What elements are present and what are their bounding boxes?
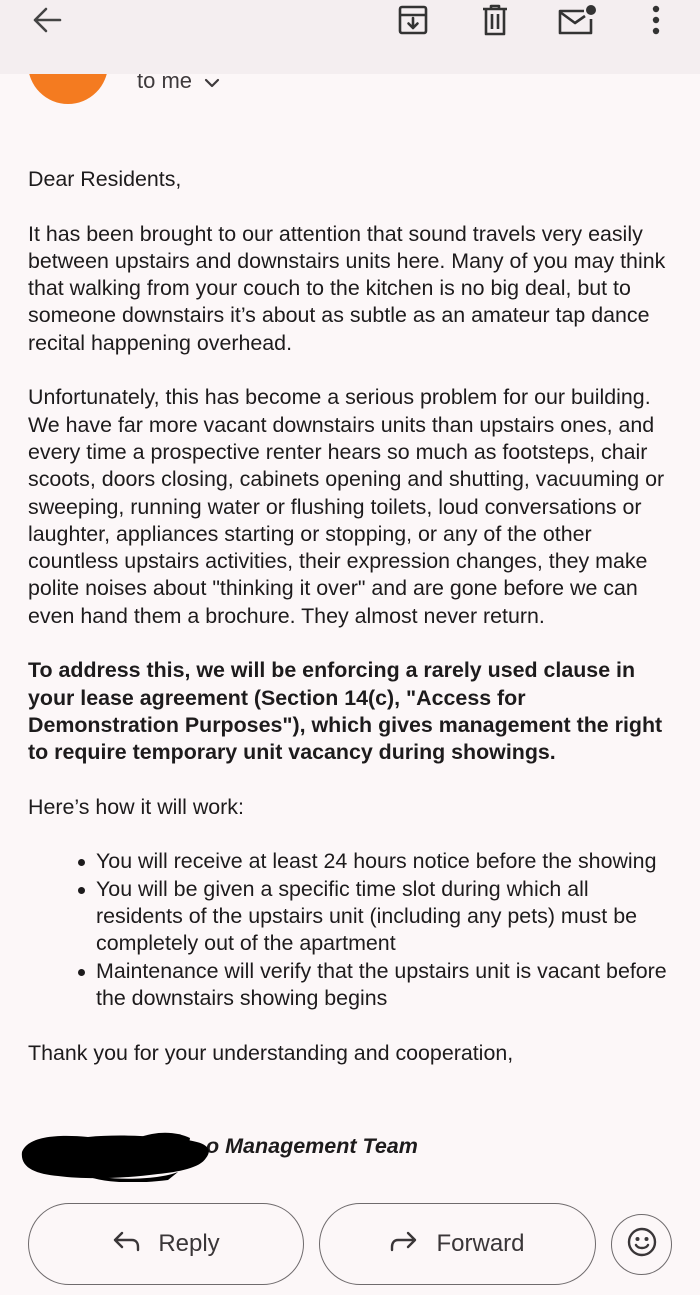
- emoji-reaction-button[interactable]: [611, 1214, 672, 1275]
- back-arrow-icon[interactable]: [25, 0, 69, 40]
- list-intro: Here’s how it will work:: [28, 794, 244, 819]
- reply-icon: [112, 1230, 140, 1259]
- chevron-down-icon: [204, 74, 220, 94]
- greeting: Dear Residents,: [28, 167, 182, 191]
- bullet-list: [28, 848, 678, 1012]
- sender-header: [0, 74, 700, 108]
- closing: Thank you for your understanding and cooperation,: [28, 1040, 514, 1065]
- bold-paragraph: To address this, we will be enforcing a rarely used clause in your lease agreement (Section 14(c), "Access for Demonstration Purposes"), which gives management the right to require temporary unit vacancy during showings.: [28, 658, 663, 765]
- forward-label: Forward: [436, 1230, 525, 1257]
- reply-label: Reply: [158, 1230, 220, 1257]
- recipient-label: to me: [137, 74, 193, 93]
- forward-icon: [390, 1230, 418, 1259]
- mark-unread-icon[interactable]: [555, 0, 599, 40]
- recipient-details-toggle[interactable]: [137, 74, 220, 94]
- more-options-icon[interactable]: [634, 0, 678, 40]
- paragraph-2: Unfortunately, this has become a serious problem for our building. We have far more vacant downstairs units than upstairs ones, and every time a prospective renter hears so much as footsteps, chair scoots, doors closing, cabinets opening and shutting, vacuuming or sweeping, running water or flushing toilets, loud conversations or laughter, appliances starting or stopping, or any of the other countless upstairs activities, their expression changes, they make polite noises about "thinking it over" and are gone before we can even hand them a brochure. They almost never return.: [28, 385, 665, 628]
- smiley-icon: [626, 1226, 658, 1263]
- top-toolbar: [0, 0, 700, 74]
- signature: [18, 1128, 438, 1182]
- forward-button[interactable]: [319, 1203, 596, 1285]
- trash-icon[interactable]: [473, 0, 517, 40]
- list-item: Maintenance will verify that the upstairs unit is vacant before the downstairs showing begins: [96, 958, 678, 1013]
- archive-icon[interactable]: [391, 0, 435, 40]
- paragraph-1: It has been brought to our attention that sound travels very easily between upstairs and downstairs units here. Many of you may think that walking from your couch to the kitchen is no big deal, but to someone downstairs it’s about as subtle as an amateur tap dance recital happening overhead.: [28, 221, 666, 355]
- redaction-scribble: [18, 1128, 218, 1182]
- reply-button[interactable]: [28, 1203, 304, 1285]
- signature-text: o Management Team: [206, 1134, 418, 1158]
- email-body: [28, 166, 678, 1094]
- list-item: You will be given a specific time slot during which all residents of the upstairs unit (including any pets) must be completely out of the apartment: [96, 876, 678, 958]
- list-item: You will receive at least 24 hours notice before the showing: [96, 848, 678, 875]
- sender-avatar[interactable]: [28, 74, 108, 104]
